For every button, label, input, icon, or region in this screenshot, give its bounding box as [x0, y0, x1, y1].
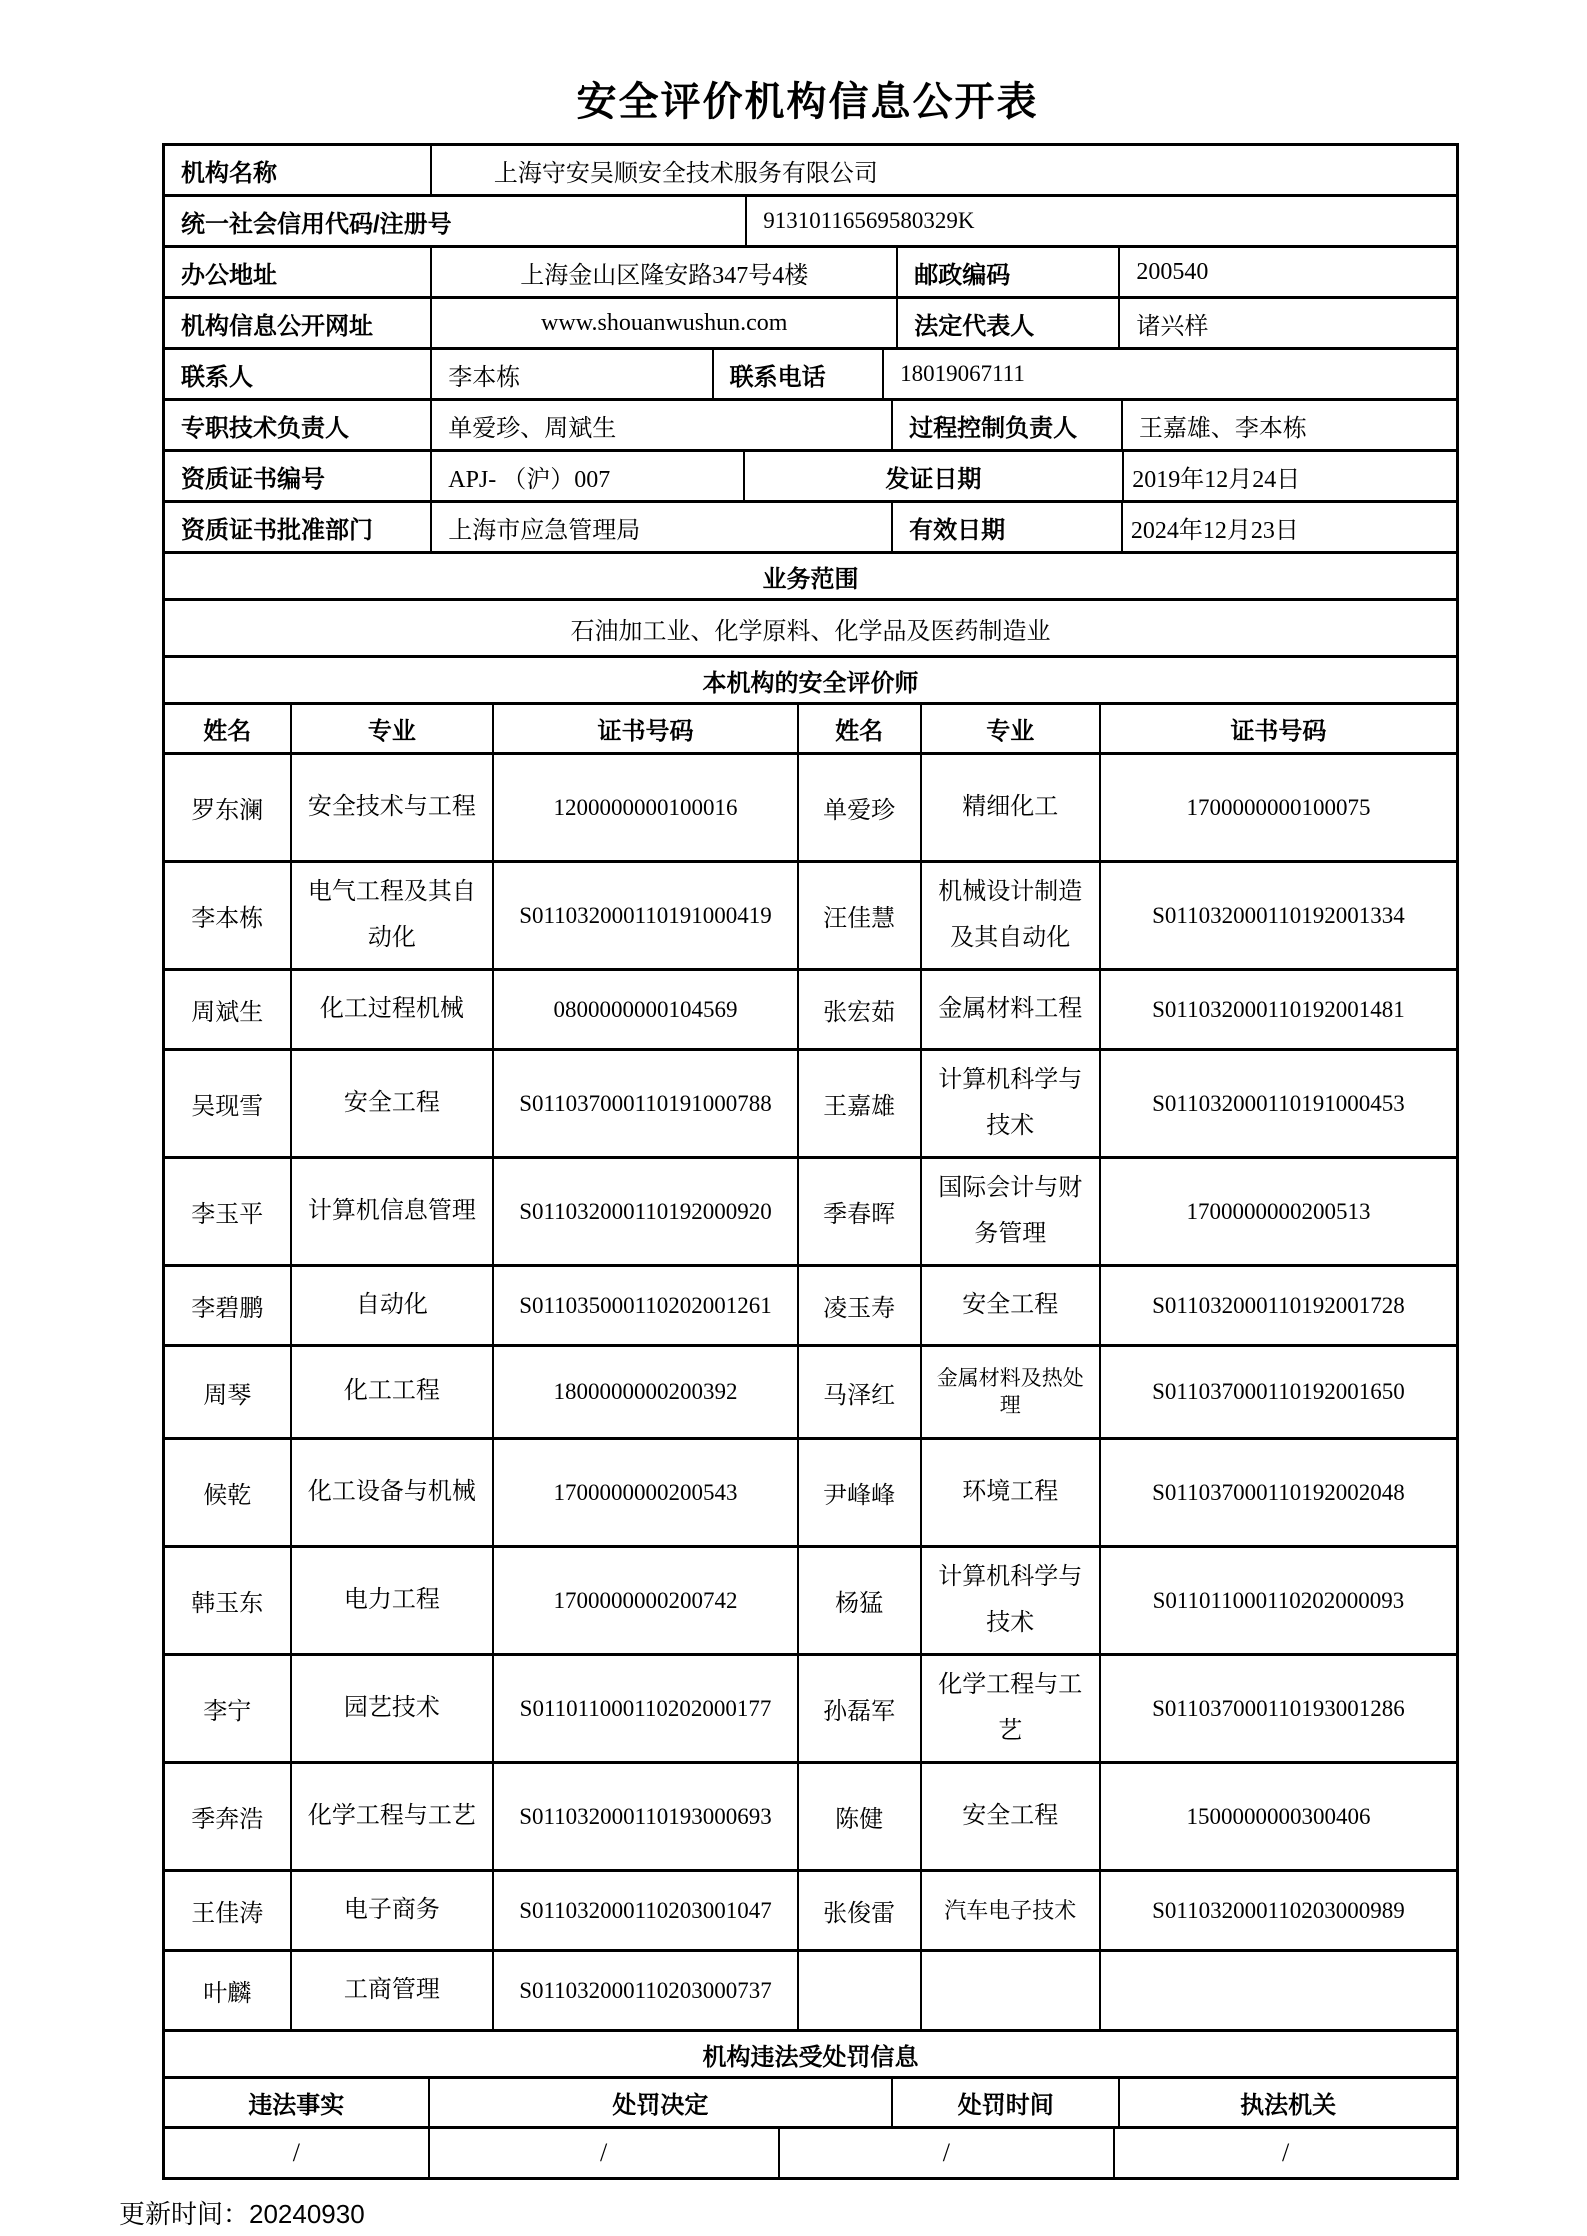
evaluator-name: 张俊雷	[799, 1872, 922, 1949]
evaluator-cert: 1500000000300406	[1186, 1803, 1371, 1829]
evaluator-row	[165, 1872, 1456, 1952]
evaluator-name: 单爱珍	[799, 755, 922, 860]
evaluator-cert: 1700000000200513	[1186, 1198, 1371, 1224]
evaluator-row	[165, 1548, 1456, 1656]
evaluator-cert: 1700000000200543	[494, 1440, 799, 1545]
evaluator-name: 杨猛	[799, 1548, 922, 1653]
process-lead-value: 王嘉雄、李本栋	[1138, 415, 1307, 442]
evaluator-major: 化学工程与工艺	[922, 1656, 1101, 1761]
issue-date-label: 发证日期	[745, 452, 1125, 500]
row-business-scope-header	[165, 554, 1456, 601]
evaluator-cert: 1700000000200742	[494, 1548, 799, 1653]
evaluator-cert: S011032000110192001334	[1152, 902, 1405, 928]
evaluator-name: 李本栋	[165, 863, 292, 968]
row-punishment-header	[165, 2032, 1456, 2079]
page-title: 安全评价机构信息公开表	[576, 80, 1039, 124]
row-tech-lead	[165, 401, 1456, 452]
evaluator-cert: S011032000110192001728	[1152, 1292, 1405, 1318]
col-name-2: 姓名	[799, 705, 922, 752]
violation-fact-value: /	[165, 2129, 430, 2177]
evaluator-cert: S011037000110192001650	[1152, 1379, 1405, 1404]
evaluator-name: 李宁	[165, 1656, 292, 1761]
evaluator-cert: S011011000110202000093	[1152, 1587, 1405, 1613]
enforcement-agency-value: /	[1281, 2138, 1290, 2167]
col-enforcement-agency: 执法机关	[1240, 2092, 1337, 2119]
evaluator-major: 计算机科学与技术	[922, 1051, 1101, 1156]
evaluator-name: 叶麟	[165, 1952, 292, 2029]
process-lead-label: 过程控制负责人	[893, 401, 1123, 449]
evaluator-major: 环境工程	[922, 1440, 1101, 1545]
credit-code-label: 统一社会信用代码/注册号	[165, 197, 747, 245]
evaluator-cert: S011032000110191000419	[494, 863, 799, 968]
evaluator-cert: S011037000110192002048	[1152, 1479, 1405, 1505]
evaluator-name: 孙磊军	[799, 1656, 922, 1761]
evaluator-name: 候乾	[165, 1440, 292, 1545]
evaluator-row	[165, 1656, 1456, 1764]
credit-code-value: 91310116569580329K	[763, 208, 975, 233]
website-label: 机构信息公开网址	[165, 299, 432, 347]
evaluator-row	[165, 1347, 1456, 1440]
col-punishment-time: 处罚时间	[893, 2079, 1120, 2126]
evaluator-name: 李碧鹏	[165, 1267, 292, 1344]
evaluator-major: 安全工程	[292, 1051, 495, 1156]
business-scope-header: 业务范围	[762, 565, 859, 593]
evaluator-major: 金属材料工程	[922, 971, 1101, 1048]
evaluator-name: 周琴	[165, 1347, 292, 1437]
approval-dept-value: 上海市应急管理局	[432, 503, 893, 551]
evaluator-name: 韩玉东	[165, 1548, 292, 1653]
evaluator-major: 电气工程及其自动化	[292, 863, 495, 968]
evaluator-row	[165, 1267, 1456, 1347]
evaluator-cert: 1700000000100075	[1186, 794, 1371, 820]
evaluator-name: 吴现雪	[165, 1051, 292, 1156]
evaluator-cert: S011037000110191000788	[494, 1051, 799, 1156]
evaluator-name: 王佳涛	[165, 1872, 292, 1949]
postcode-value: 200540	[1136, 258, 1209, 285]
legal-rep-label: 法定代表人	[898, 299, 1120, 347]
evaluator-cert: S011035000110202001261	[494, 1267, 799, 1344]
row-org-name	[165, 146, 1456, 197]
col-punishment-decision: 处罚决定	[430, 2079, 893, 2126]
col-name-1: 姓名	[165, 705, 292, 752]
punishment-time-value: /	[780, 2129, 1116, 2177]
row-address	[165, 248, 1456, 299]
evaluator-name: 季春晖	[799, 1159, 922, 1264]
evaluator-cert	[1101, 1952, 1456, 2029]
evaluator-name: 周斌生	[165, 971, 292, 1048]
evaluator-major: 电子商务	[292, 1872, 495, 1949]
evaluator-major: 化工过程机械	[292, 971, 495, 1048]
evaluators-header: 本机构的安全评价师	[702, 669, 919, 697]
row-contact	[165, 350, 1456, 401]
postcode-label: 邮政编码	[898, 248, 1120, 296]
org-name-value: 上海守安吴顺安全技术服务有限公司	[493, 160, 878, 187]
evaluator-major: 化工设备与机械	[292, 1440, 495, 1545]
punishment-column-header	[165, 2079, 1456, 2129]
evaluator-major: 精细化工	[922, 755, 1101, 860]
col-cert-1: 证书号码	[494, 705, 799, 752]
evaluator-name: 尹峰峰	[799, 1440, 922, 1545]
evaluator-major: 工商管理	[292, 1952, 495, 2029]
evaluator-major: 计算机信息管理	[292, 1159, 495, 1264]
contact-value: 李本栋	[432, 350, 713, 398]
evaluator-cert: S011032000110191000453	[1152, 1090, 1405, 1116]
evaluators-column-header	[165, 705, 1456, 755]
row-website	[165, 299, 1456, 350]
evaluator-major: 国际会计与财务管理	[922, 1159, 1101, 1264]
col-major-2: 专业	[922, 705, 1101, 752]
evaluator-major: 计算机科学与技术	[922, 1548, 1101, 1653]
evaluator-cert: S011032000110203001047	[494, 1872, 799, 1949]
address-label: 办公地址	[165, 248, 432, 296]
evaluator-major: 园艺技术	[292, 1656, 495, 1761]
evaluator-name: 凌玉寿	[799, 1267, 922, 1344]
evaluator-major: 电力工程	[292, 1548, 495, 1653]
evaluator-row	[165, 1764, 1456, 1872]
evaluator-major: 化学工程与工艺	[292, 1764, 495, 1869]
evaluator-row	[165, 1440, 1456, 1548]
evaluator-cert: S011032000110192001481	[1152, 996, 1405, 1022]
phone-value: 18019067111	[900, 361, 1025, 386]
tech-lead-value: 单爱珍、周斌生	[432, 401, 893, 449]
punishment-values-row	[165, 2129, 1456, 2177]
evaluator-cert: S011037000110193001286	[1152, 1695, 1405, 1721]
punishment-header: 机构违法受处罚信息	[702, 2043, 919, 2071]
evaluator-row	[165, 1051, 1456, 1159]
evaluator-major: 安全工程	[922, 1764, 1101, 1869]
cert-no-value: APJ- （沪）007	[432, 452, 744, 500]
evaluator-row	[165, 755, 1456, 863]
evaluator-name: 季奔浩	[165, 1764, 292, 1869]
row-credit-code	[165, 197, 1456, 248]
website-value: www.shouanwushun.com	[432, 299, 898, 347]
evaluator-cert: 0800000000104569	[494, 971, 799, 1048]
evaluator-row	[165, 971, 1456, 1051]
org-name-label: 机构名称	[165, 146, 432, 194]
cert-no-label: 资质证书编号	[165, 452, 432, 500]
col-violation-fact: 违法事实	[165, 2079, 430, 2126]
approval-dept-label: 资质证书批准部门	[165, 503, 432, 551]
evaluator-major: 自动化	[292, 1267, 495, 1344]
evaluator-row	[165, 1159, 1456, 1267]
evaluator-name: 汪佳慧	[799, 863, 922, 968]
evaluator-row	[165, 863, 1456, 971]
row-business-scope-value	[165, 601, 1456, 658]
valid-date-value: 2024年12月23日	[1130, 517, 1299, 544]
disclosure-table	[162, 143, 1459, 2180]
evaluator-major: 安全工程	[922, 1267, 1101, 1344]
business-scope-value: 石油加工业、化学原料、化学品及医药制造业	[570, 618, 1051, 645]
evaluator-name: 陈健	[799, 1764, 922, 1869]
evaluator-name: 张宏茹	[799, 971, 922, 1048]
evaluator-cert: 1800000000200392	[494, 1347, 799, 1437]
evaluator-row	[165, 1952, 1456, 2032]
evaluator-cert: S011032000110203000989	[1152, 1897, 1405, 1923]
evaluator-cert: S011032000110192000920	[494, 1159, 799, 1264]
col-cert-2: 证书号码	[1230, 718, 1327, 745]
evaluator-cert: S011032000110203000737	[494, 1952, 799, 2029]
evaluator-name: 王嘉雄	[799, 1051, 922, 1156]
row-cert-no	[165, 452, 1456, 503]
evaluator-major: 安全技术与工程	[292, 755, 495, 860]
evaluator-cert: 1200000000100016	[494, 755, 799, 860]
valid-date-label: 有效日期	[893, 503, 1123, 551]
evaluator-major: 汽车电子技术	[922, 1872, 1101, 1949]
evaluator-major: 机械设计制造及其自动化	[922, 863, 1101, 968]
evaluator-major: 金属材料及热处理	[922, 1347, 1101, 1437]
evaluator-cert: S011032000110193000693	[494, 1764, 799, 1869]
row-approval-dept	[165, 503, 1456, 554]
evaluator-name: 罗东澜	[165, 755, 292, 860]
update-time: 更新时间：20240930	[119, 2199, 365, 2229]
legal-rep-value: 诸兴样	[1136, 313, 1209, 340]
phone-label: 联系电话	[714, 350, 884, 398]
issue-date-value: 2019年12月24日	[1132, 466, 1301, 493]
evaluator-major	[922, 1952, 1101, 2029]
row-evaluators-header	[165, 658, 1456, 705]
tech-lead-label: 专职技术负责人	[165, 401, 432, 449]
punishment-decision-value: /	[430, 2129, 780, 2177]
evaluator-name	[799, 1952, 922, 2029]
evaluator-major: 化工工程	[292, 1347, 495, 1437]
contact-label: 联系人	[165, 350, 432, 398]
evaluator-cert: S011011000110202000177	[494, 1656, 799, 1761]
col-major-1: 专业	[292, 705, 495, 752]
evaluator-name: 马泽红	[799, 1347, 922, 1437]
address-value: 上海金山区隆安路347号4楼	[432, 248, 898, 296]
evaluator-name: 李玉平	[165, 1159, 292, 1264]
